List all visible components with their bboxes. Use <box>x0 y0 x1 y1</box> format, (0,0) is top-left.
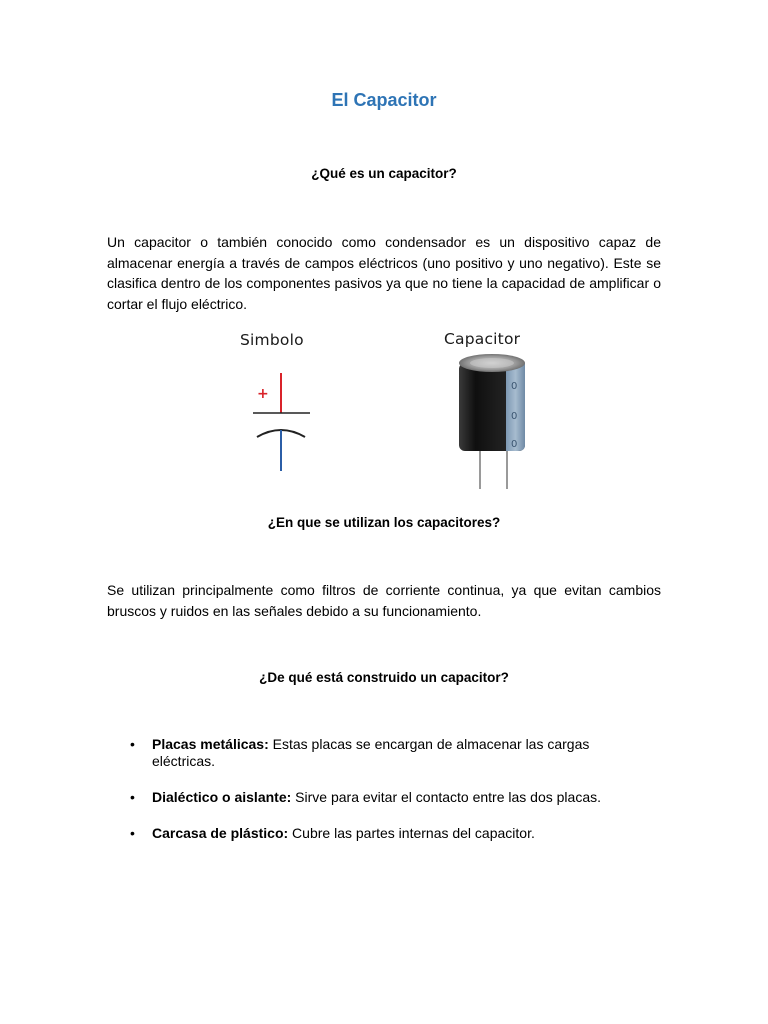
capacitor-label: Capacitor <box>444 330 521 348</box>
capacitor-figure-drawing <box>228 323 546 498</box>
document-title: El Capacitor <box>331 90 437 110</box>
list-item-text: Cubre las partes internas del capacitor. <box>288 825 535 841</box>
list-item-text: Estas placas se encargan de almacenar las cargas eléctricas. <box>152 736 590 769</box>
svg-text:0: 0 <box>511 439 518 450</box>
list-item-text: Sirve para evitar el contacto entre las dos placas. <box>291 789 601 805</box>
section-heading-uses: ¿En que se utilizan los capacitores? <box>267 515 501 530</box>
list-item-term: Dialéctico o aislante: <box>152 789 292 805</box>
bullet-icon: • <box>130 825 135 841</box>
svg-text:0: 0 <box>511 411 518 422</box>
bullet-icon: • <box>130 789 135 805</box>
construction-list <box>130 736 640 861</box>
svg-text:0: 0 <box>511 381 518 392</box>
paragraph-definition: Un capacitor o también conocido como condensador es un dispositivo capaz de almacenar energía a través de campos eléctricos (uno positivo y uno negativo). Este se clasifica dentro de los componentes pasivos ya que no tiene la capacidad de amplificar o cortar el flujo eléctrico. <box>107 234 661 312</box>
list-item-term: Placas metálicas: <box>152 736 269 752</box>
plus-sign: + <box>257 386 269 402</box>
electrolytic-capacitor-icon <box>459 354 525 489</box>
list-item-term: Carcasa de plástico: <box>152 825 289 841</box>
list-item <box>130 789 640 806</box>
list-item <box>130 736 640 770</box>
section-heading-what-is: ¿Qué es un capacitor? <box>311 166 457 181</box>
bullet-icon: • <box>130 736 135 752</box>
list-item <box>130 825 640 842</box>
capacitor-figure <box>228 323 546 498</box>
symbol-label: Simbolo <box>240 331 304 349</box>
paragraph-uses: Se utilizan principalmente como filtros de corriente continua, ya que evitan cambios bruscos y ruidos en las señales debido a su funcionamiento. <box>107 582 661 619</box>
section-heading-construction: ¿De qué está construido un capacitor? <box>259 670 509 685</box>
